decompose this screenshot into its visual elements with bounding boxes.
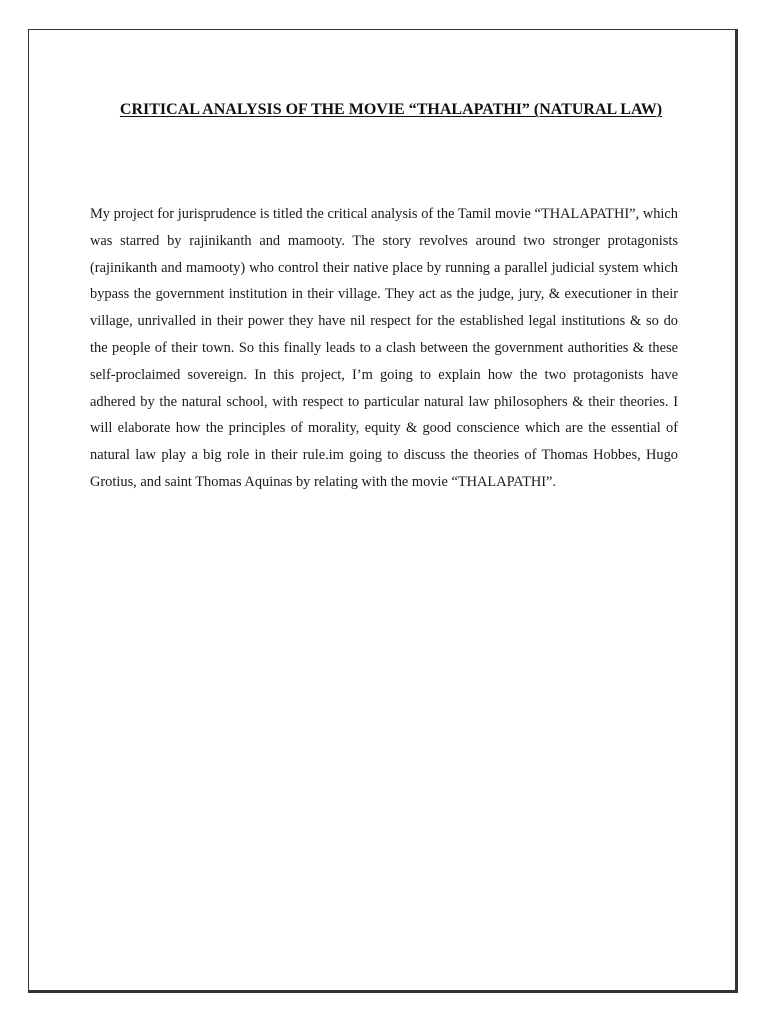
document-paragraph: My project for jurisprudence is titled the critical analysis of the Tamil movie “THALAPATHI”, which was starred by rajinikanth and mamooty. The story revolves around two stronger protagonists (rajinikanth and mamooty) who control their native place by running a parallel judicial system which bypass the government institution in their village. They act as the judge, jury, & executioner in their village, unrivalled in their power they have nil respect for the established legal institutions & so do the people of their town. So this finally leads to a clash between the government authorities & these self-proclaimed sovereign. In this project, I’m going to explain how the two protagonists have adhered by the natural school, with respect to particular natural law philosophers & their theories. I will elaborate how the principles of morality, equity & good conscience which are the essential of natural law play a big role in their rule.im going to discuss the theories of Thomas Hobbes, Hugo Grotius, and saint Thomas Aquinas by relating with the movie “THALAPATHI”. <box>90 206 678 490</box>
document-page <box>28 29 738 993</box>
document-title: CRITICAL ANALYSIS OF THE MOVIE “THALAPATHI” (NATURAL LAW) <box>119 101 663 118</box>
